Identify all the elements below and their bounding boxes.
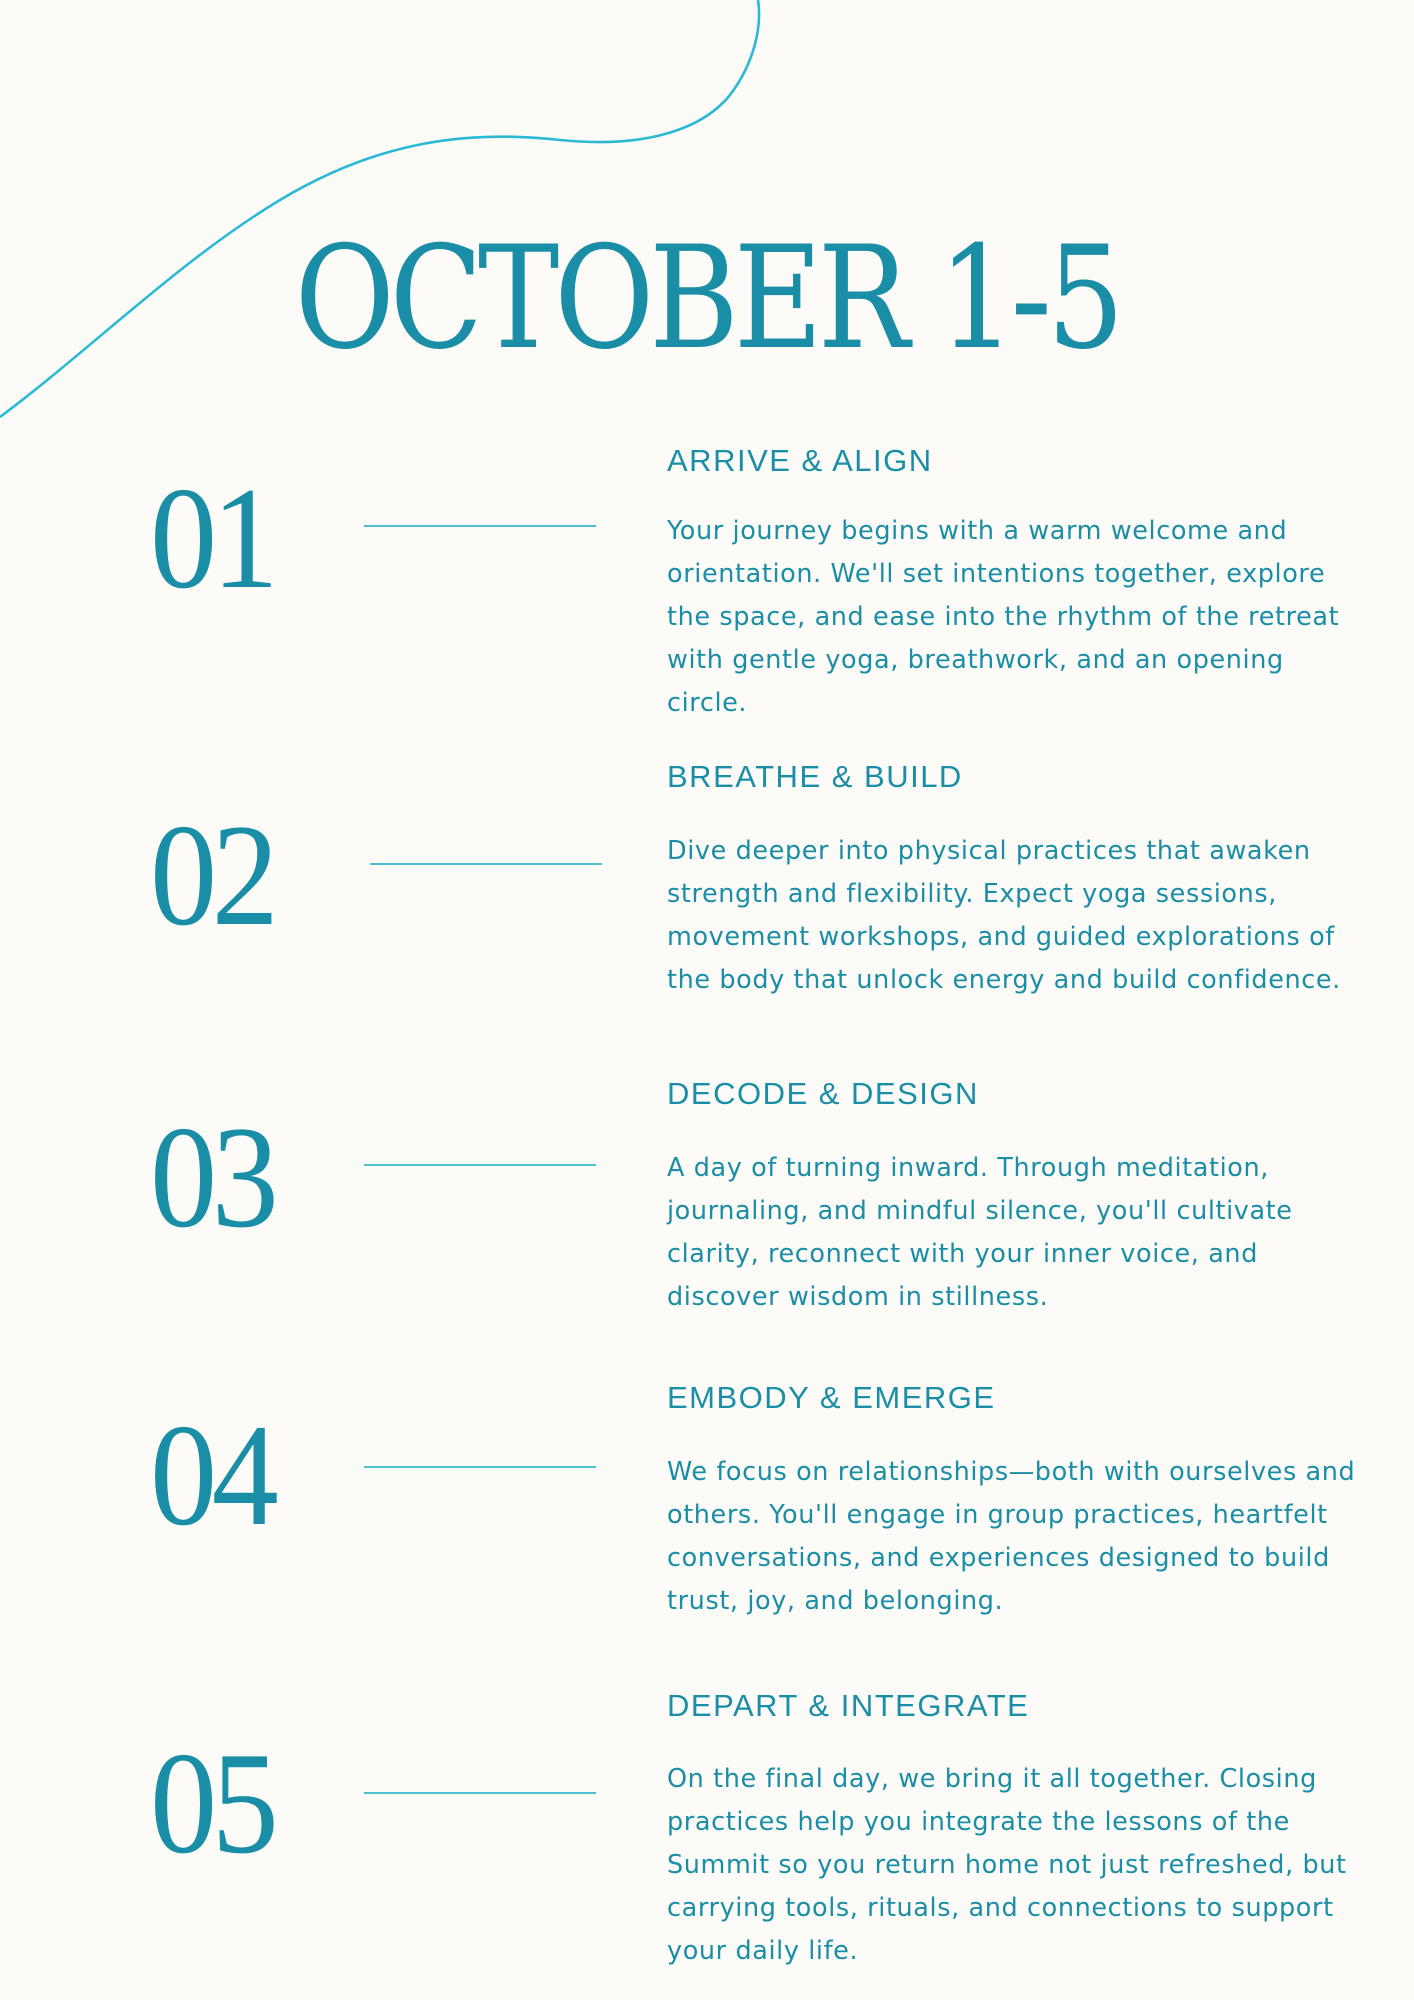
day-description: Your journey begins with a warm welcome and orientation. We'll set intentions together, explore the space, and ease into the rhythm of the retreat with gentle yoga, breathwork, and an opening circle. xyxy=(667,516,1340,718)
day-description: Dive deeper into physical practices that awaken strength and flexibility. Expect yoga sessions, movement workshops, and guided explorations of the body that unlock energy and build confidence. xyxy=(667,836,1341,995)
day-number: 04 xyxy=(150,1394,274,1556)
divider-line xyxy=(370,863,602,865)
day-number: 01 xyxy=(150,457,274,619)
day-number: 02 xyxy=(150,794,274,956)
day-heading: DEPART & INTEGRATE xyxy=(667,1688,1030,1723)
divider-line xyxy=(364,1164,596,1166)
divider-line xyxy=(364,1466,596,1468)
day-description: We focus on relationships—both with ourselves and others. You'll engage in group practices, heartfelt conversations, and experiences designed to build trust, joy, and belonging. xyxy=(667,1457,1356,1616)
day-description: On the final day, we bring it all together. Closing practices help you integrate the lessons of the Summit so you return home not just refreshed, but carrying tools, rituals, and connections to support your daily life. xyxy=(667,1764,1347,1966)
day-number: 05 xyxy=(150,1722,274,1884)
divider-line xyxy=(364,1792,596,1794)
day-heading: BREATHE & BUILD xyxy=(667,759,963,794)
day-heading: DECODE & DESIGN xyxy=(667,1076,979,1111)
day-heading: EMBODY & EMERGE xyxy=(667,1380,996,1415)
day-number: 03 xyxy=(150,1096,274,1258)
divider-line xyxy=(364,525,596,527)
day-description: A day of turning inward. Through meditation, journaling, and mindful silence, you'll cultivate clarity, reconnect with your inner voice, and discover wisdom in stillness. xyxy=(667,1153,1293,1312)
day-heading: ARRIVE & ALIGN xyxy=(667,443,933,478)
page-title: OCTOBER 1-5 xyxy=(294,216,1120,381)
